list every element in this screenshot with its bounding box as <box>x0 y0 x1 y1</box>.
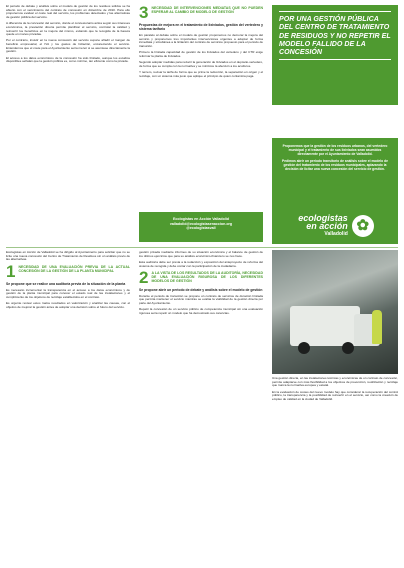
organization-logo <box>280 214 392 238</box>
top-column-2 <box>139 5 263 81</box>
title-banner <box>272 5 398 105</box>
contact-band <box>139 212 263 242</box>
banner-title: POR UNA GESTIÓN PÚBLICA DEL CENTRO DE TRATAMIENTO DE RESIDUOS Y NO REPETIR EL MODELO FALLIDO DE LA CONCESIÓN <box>279 11 391 60</box>
page-divider <box>6 247 398 248</box>
truck-wheel <box>298 342 310 354</box>
paragraph: Segundo adoptar medidas para reducir la generación de lixiviados en el depósito-vertedero, de forma que se cumpla con la normativa y se minimice la afección a los acuíferos. <box>139 60 263 68</box>
logo-word-bottom: en acción <box>306 221 348 231</box>
paragraph: Es necesario incrementar la transparencia en el acceso a los datos económicos y de gestión de la planta municipal para conocer el estado real de las instalaciones y el cumplimiento de los objetivos de reciclaje establecidos en el contrato. <box>6 287 130 299</box>
section-title: NECESIDAD DE UNA EVALUACIÓN PREVIA DE LA ACTUAL CONCESIÓN DE LA GESTIÓN DE LA PLANTA MUNICIPAL <box>18 264 130 273</box>
section-1-heading <box>6 261 130 281</box>
section-2-heading <box>139 267 263 287</box>
worker-figure <box>372 310 382 344</box>
paragraph: Repetir la concesión de un servicio público de competencia municipal sin una evaluación rigurosa sería repetir un modelo que ha demostrado sus carencias. <box>139 307 263 316</box>
paragraph: Por el contrario, insistir en la nueva concesión del servicio supone añadir el margen de beneficio empresarial, el IVA y los gastos de licitación, encareciendo el servicio. Entendemos que el coste para el Ayuntamiento sería menor si se asumiese directamente la gestión. <box>6 38 130 54</box>
bottom-column-2 <box>139 251 263 318</box>
section-subtitle: Propuestas de mejora en el tratamiento de lixiviados, gestión del vertedero y sistema tarifario <box>139 23 263 31</box>
paragraph: El acceso a los datos económicos de la concesión ha sido limitado, aunque los estudios disponibles señalan que la gestión pública es, como mínimo, tan eficiente como la privada. <box>6 55 130 64</box>
section-3-heading <box>139 3 263 22</box>
paragraph: Durante el periodo de transición se propone un contrato de servicios de duración limitada que permita mantener el servicio mientras se evalúa la viabilidad de la gestión directa por parte del Ayuntamiento. <box>139 293 263 306</box>
paragraph: Es urgente revisar estos malos resultados en valorización y analizar las causas, con el objetivo de mejorar la gestión antes de adoptar una decisión sobre el futuro del servicio. <box>6 301 130 309</box>
paragraph: Y tercero, revisar la tarifa de forma que se prime la reducción, la separación en origen y el reciclaje, con un sistema más justo que aplique el principio de quien contamina paga. <box>139 70 263 78</box>
section-subtitle: Se propone que se realice una auditoría previa de la situación de la planta <box>6 281 126 286</box>
section-number: 3 <box>139 3 149 22</box>
logo-city: Valladolid <box>324 231 348 237</box>
bottom-column-3 <box>272 377 398 404</box>
section-title: A LA VISTA DE LOS RESULTADOS DE LA AUDITORÍA, NECESIDAD DE UNA EVALUACIÓN RIGUROSA DE LOS DIFERENTES MODELOS DE GESTIÓN <box>151 270 263 283</box>
proposal-text: Pedimos abrir un periodo transitorio de análisis sobre el modelo de gestión del tratamiento de los residuos municipales, aplazando la decisión de licitar una nueva concesión del servicio de gestión. <box>282 159 388 171</box>
paragraph: A diferencia de la concesión del servicio, donde el concesionario actúa según sus intereses económicos, la prestación directa permite planificar el servicio, controlar la calidad y reinvertir los beneficios en la mejora del mismo, evitando que la recogida de la basura quede en manos privadas. <box>6 21 130 37</box>
paragraph: Ecologistas en Acción de Valladolid se ha dirigido al Ayuntamiento para solicitar que no se licite una nueva concesión del Centro de Tratamiento de Residuos sin un análisis previo de las alternativas. <box>6 250 130 262</box>
section-number: 2 <box>139 267 149 287</box>
garbage-truck-photo <box>272 250 398 374</box>
paragraph: gestión privada mediante informes de su situación económica y el balance de gestión de los últimos ejercicios que para su análisis económico-financiero se nos hace. <box>139 250 263 258</box>
truck-body <box>290 306 360 346</box>
logo-word-top: ecologistas <box>298 213 348 223</box>
paragraph: Esta auditoría debe ser previa a la redacción y exposición del anteproyecto de reforma del sistema de recogida y debe contar con la participación de la ciudadanía. <box>139 259 263 268</box>
proposal-box <box>272 138 398 244</box>
proposal-text: Proponemos que la gestión de los residuos urbanos, del vertedero municipal y el tratamiento de sus lixiviados sean asumidos directamente por el Ayuntamiento de Valladolid. <box>282 144 388 156</box>
paragraph: Una gestión directa, en las instalaciones técnicas y económicas de un contrato de concesión, permite adaptarse con más flexibilidad a los objetivos de prevención, reutilización y reciclaje que marca la normativa europea y estatal. <box>272 376 399 388</box>
paragraph: En la evaluación de costes del nuevo modelo hay que considerar la recuperación del control público, la transparencia y la posibilidad de reinvertir en el servicio, así como la creación de empleo de calidad en la ciudad de Valladolid. <box>272 389 398 401</box>
paragraph: El periodo de debate y análisis sobre el modelo de gestión de los residuos sólidos se ha abierto con el vencimiento del contrato de concesión en diciembre de 2010. Para ello proponemos evaluar el coste real del servicio, los problemas detectados y las alternativas de gestión pública del servicio. <box>6 4 130 19</box>
top-column-1 <box>6 5 130 67</box>
paragraph: Primero la limitada capacidad de gestión de los lixiviados del vertedero y del CTR exige reformar la planta de lixiviados. <box>139 50 263 58</box>
section-number: 1 <box>6 261 16 281</box>
paragraph: En paralelo al debate sobre el modelo de gestión proponemos no demorar la mejora del servicio y proponemos tres importantes intervenciones urgentes a adoptar de forma inmediata y simultánea a la licitación del contrato de servicios propuesto para el periodo de transición. <box>139 33 263 48</box>
section-subtitle: Se propone abrir un periodo de debate y análisis sobre el modelo de gestión <box>139 287 263 292</box>
section-title: NECESIDAD DE INTERVENCIONES MEDIATAS QUE NO PUEDEN ESPERAR AL CAMBIO DE MODELO DE GESTIÓN <box>151 6 263 15</box>
contact-text: Ecologistas en Acción Valladolid valladolid@ecologistasenaccion.org @ecologistasvall <box>169 217 233 231</box>
truck-wheel <box>342 342 354 354</box>
flower-logo-icon: ✿ <box>352 215 374 237</box>
bottom-column-1 <box>6 251 130 312</box>
